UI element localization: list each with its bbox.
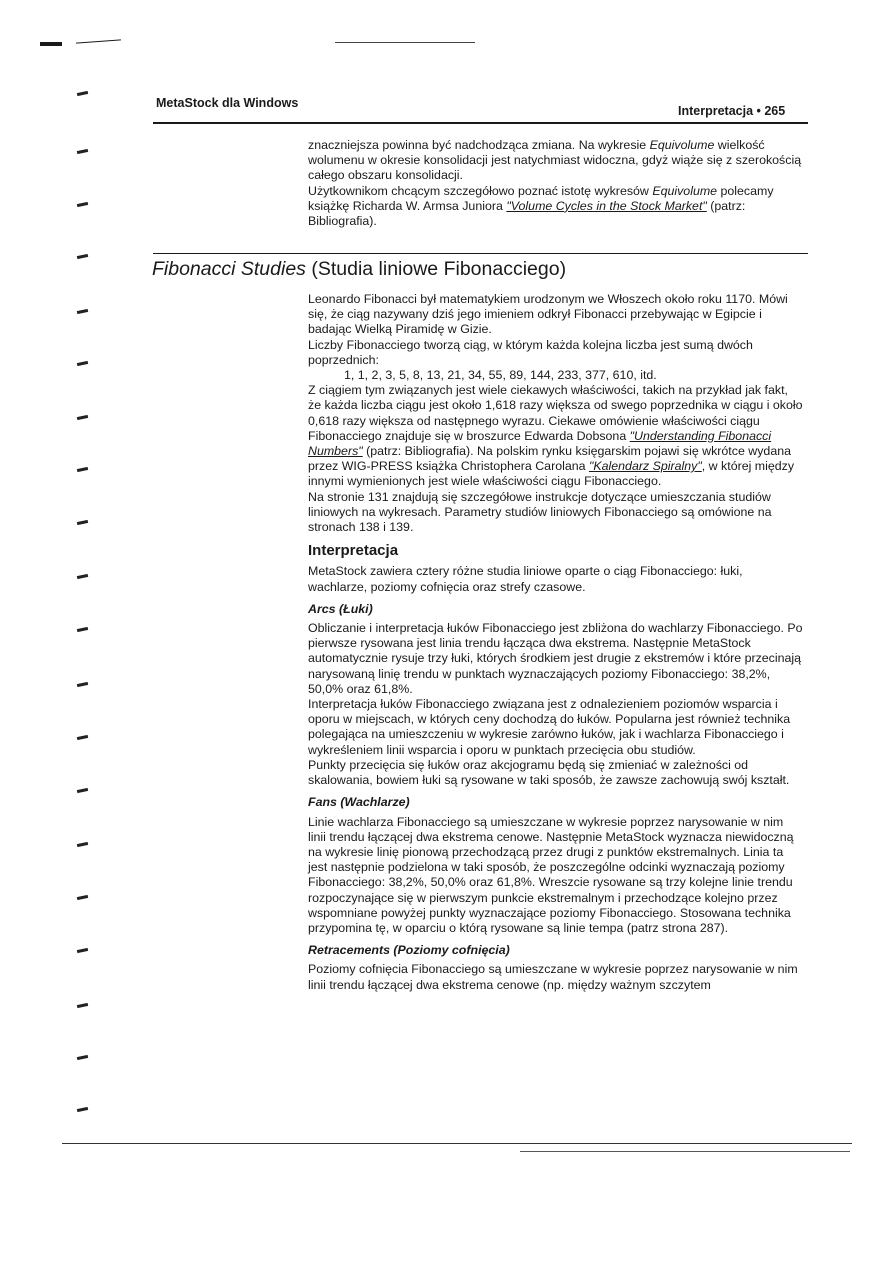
- header-rule: [153, 122, 808, 124]
- margin-mark: [77, 842, 88, 847]
- interpretation-heading: Interpretacja: [308, 542, 399, 560]
- margin-mark: [77, 627, 88, 632]
- fibonacci-paragraph-2: Liczby Fibonacciego tworzą ciąg, w którym każda kolejna liczba jest sumą dwóch poprzednich:: [308, 337, 753, 367]
- arcs-heading: Arcs (Łuki): [308, 601, 373, 616]
- margin-mark: [77, 361, 88, 366]
- margin-mark: [77, 1003, 88, 1008]
- margin-mark: [77, 574, 88, 579]
- margin-mark: [77, 91, 88, 96]
- margin-mark: [77, 948, 88, 953]
- book-title-volume-cycles: "Volume Cycles in the Stock Market": [506, 198, 707, 213]
- margin-mark: [77, 895, 88, 900]
- fibonacci-paragraph-1: Leonardo Fibonacci był matematykiem urodzonym we Włoszech około roku 1170. Mówi się, że ciąg nazywany dziś jego imieniem odkrył Fibonacci przebywając w Egipcie i badając Wielką Piramidę w Gizie.: [308, 292, 788, 337]
- arcs-paragraph-2: Interpretacja łuków Fibonacciego związana jest z odnalezieniem poziomów wsparcia i oporu w miejscach, w których ceny dochodzą do łuków. Popularna jest również technika polegająca na umieszczeniu w wykresie zarówno łuków, jak i wachlarza Fibonacciego i wykreśleniem linii wsparcia i oporu w punktach przecięcia obu studiów.: [308, 697, 791, 757]
- margin-mark: [77, 467, 88, 472]
- margin-mark: [77, 254, 88, 259]
- interpretation-intro: MetaStock zawiera cztery różne studia liniowe oparte o ciąg Fibonacciego: łuki, wachlarze, poziomy cofnięcia oraz strefy czasowe.: [308, 564, 743, 594]
- margin-mark: [77, 202, 88, 207]
- intro-paragraph-1: znaczniejsza powinna być nadchodząca zmiana. Na wykresie Equivolume wielkość wolumenu w okresie konsolidacji jest natychmiast widoczna, gdyż wiąże się z szerokością całego obszaru konsolidacji.: [308, 138, 802, 183]
- fans-heading: Fans (Wachlarze): [308, 795, 410, 810]
- fibonacci-paragraph-4: Na stronie 131 znajdują się szczegółowe instrukcje dotyczące umieszczania studiów liniowych na wykresach. Parametry studiów liniowych Fibonacciego są omówione na stronach 138 i 139.: [308, 489, 772, 535]
- margin-mark: [77, 682, 88, 687]
- scan-artifact-top-line: [335, 42, 475, 43]
- scan-artifact-top-left-2: [76, 39, 121, 43]
- book-title-kalendarz-spiralny: "Kalendarz Spiralny": [588, 459, 702, 474]
- section-body: [308, 292, 803, 993]
- margin-mark: [77, 1055, 88, 1060]
- arcs-paragraph-1: Obliczanie i interpretacja łuków Fibonacciego jest zbliżona do wachlarzy Fibonacciego. Po pierwsze rysowana jest linia trendu łącząca dwa ekstrema. Następnie MetaStock automatycznie rysuje trzy łuki, których środkiem jest drugie z ekstremów i które przecinają narysowaną linię trendu w punktach wyznaczających poziomy Fibonacciego: 38,2%, 50,0% oraz 61,8%.: [308, 621, 803, 696]
- section-rule: [153, 253, 808, 254]
- section-title: Fibonacci Studies (Studia liniowe Fibonacciego): [152, 258, 567, 280]
- fans-paragraph-1: Linie wachlarza Fibonacciego są umieszczane w wykresie poprzez narysowanie w nim linii trendu łączącej dwa ekstrema cenowe. Następnie MetaStock wyznacza niewidoczną na wykresie linię pionową przechodzącą przez drugi z punktów ekstremalnych. Linia ta jest następnie podzielona w taki sposób, że poszczególne odcinki wyznaczają poziomy Fibonacciego: 38,2%, 50,0% oraz 61,8%. Wreszcie rysowane są trzy kolejne linie trendu rozpoczynające się w pierwszym punkcie ekstremalnym i przechodzące kolejno przez wspomniane powyżej punkty wyznaczające poziomy Fibonacciego. Stosowana technika przypomina tę, w oparciu o którą rysowane są linie tempa (patrz strona 287).: [308, 814, 794, 935]
- running-header-right: Interpretacja • 265: [678, 104, 786, 118]
- scan-artifact-top-left: [40, 42, 62, 46]
- intro-block: [308, 138, 803, 229]
- margin-mark: [77, 415, 88, 420]
- book-title-understanding-fibonacci: "Understanding Fibonacci Numbers": [308, 428, 772, 459]
- retracements-paragraph-1: Poziomy cofnięcia Fibonacciego są umieszczane w wykresie poprzez narysowanie w nim linii trendu łączącej dwa ekstrema cenowe (np. między ważnym szczytem: [308, 962, 798, 992]
- fibonacci-paragraph-3: Z ciągiem tym związanych jest wiele ciekawych właściwości, takich na przykład jak fakt, że każda liczba ciągu jest około 1,618 razy większa od swego poprzednika w ciągu i około 0,618 razy większa od następnego wyrazu. Ciekawe omówienie właściwości ciągu Fibonacciego znajduje się w broszurce Edwarda Dobsona "Understanding Fibonacci Numbers" (patrz: Bibliografia). Na polskim rynku księgarskim pojawi się wkrótce wydana przez WIG-PRESS książka Christophera Carolana "Kalendarz Spiralny", w której między innymi wymienionych jest wiele właściwości ciągu Fibonacciego.: [308, 383, 803, 489]
- bottom-rule-2: [520, 1151, 850, 1152]
- intro-paragraph-2: Użytkownikom chcącym szczegółowo poznać istotę wykresów Equivolume polecamy książkę Richarda W. Armsa Juniora "Volume Cycles in the Stock Market" (patrz: Bibliografia).: [308, 183, 774, 229]
- margin-mark: [77, 309, 88, 314]
- fibonacci-sequence: 1, 1, 2, 3, 5, 8, 13, 21, 34, 55, 89, 144, 233, 377, 610, itd.: [344, 368, 657, 383]
- arcs-paragraph-3: Punkty przecięcia się łuków oraz akcjogramu będą się zmieniać w zależności od skalowania, bowiem łuki są rysowane w taki sposób, że zawsze zachowują swój kształt.: [308, 757, 790, 788]
- margin-mark: [77, 520, 88, 525]
- margin-mark: [77, 735, 88, 740]
- margin-mark: [77, 788, 88, 793]
- running-header-left: MetaStock dla Windows: [156, 96, 299, 110]
- bottom-rule: [62, 1143, 852, 1144]
- margin-mark: [77, 1107, 88, 1112]
- margin-mark: [77, 149, 88, 154]
- retracements-heading: Retracements (Poziomy cofnięcia): [308, 943, 510, 958]
